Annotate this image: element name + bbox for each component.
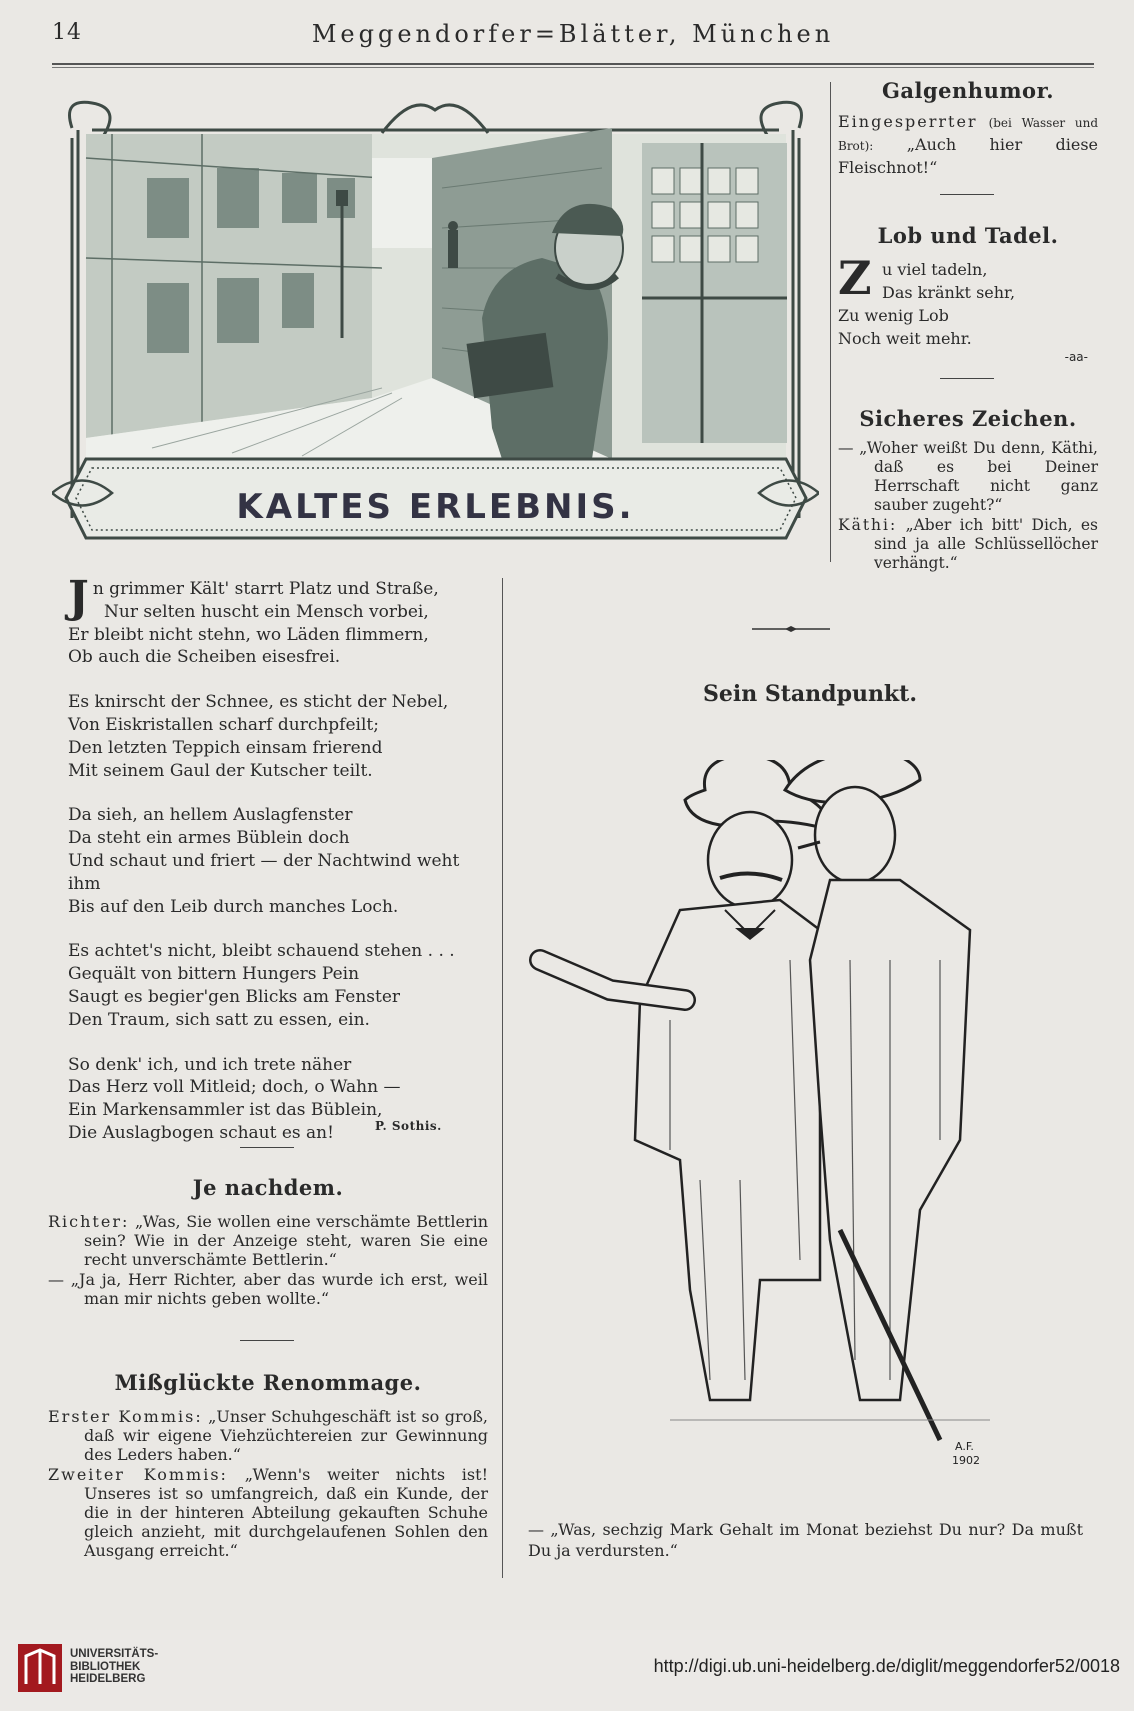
joke-title: Je nachdem. [192,1175,344,1200]
separator [240,1340,294,1341]
signature: -aa- [1064,350,1088,364]
column-rule-top [830,82,831,562]
speaker: Zweiter Kommis: [48,1465,228,1484]
poem-line: Es knirscht der Schnee, es sticht der Nebel, [68,692,449,713]
ornament-rule [752,626,830,632]
dialog [48,1407,488,1560]
library-line: BIBLIOTHEK [70,1660,141,1673]
joke-title: Mißglückte Renommage. [114,1370,422,1395]
library-logo-icon [18,1644,62,1692]
two-gentlemen-drawing [520,760,1100,1510]
joke-je-nachdem [48,1175,488,1309]
verse-line: u viel tadeln, [882,260,988,279]
dropcap: J [68,572,89,623]
library-name [70,1648,158,1686]
poem-line: Er bleibt nicht stehn, wo Läden flimmern, [68,624,429,645]
stanza [68,691,493,782]
cartoon-title: Sein Standpunkt. [702,681,918,707]
poem-line: So denk' ich, und ich trete näher [68,1054,352,1075]
cartoon-caption: — „Was, sechzig Mark Gehalt im Monat beziehst Du nur? Da mußt Du ja verdursten.“ [528,1520,1083,1560]
poem-line: n grimmer Kält' starrt Platz und Straße, [92,579,439,599]
poem [68,572,493,1167]
poem-line: Von Eiskristallen scharf durchpfeilt; [68,714,379,735]
speaker: — [48,1270,64,1289]
page-header [52,20,1094,50]
poem-line: Da sieh, an hellem Auslagfenster [68,805,353,826]
illustration-banner-title: KALTES ERLEBNIS. [236,487,635,527]
speaker: Eingesperrter [838,112,978,131]
source-url-link[interactable]: http://digi.ub.uni-heidelberg.de/diglit/meggendorfer52/0018 [653,1656,1120,1676]
running-title: Meggendorfer=Blätter, München [311,20,835,48]
header-rule-thin [52,67,1094,68]
poem-line: Ob auch die Scheiben eisesfrei. [68,647,341,668]
poem-line: Mit seinem Gaul der Kutscher teilt. [68,760,373,781]
joke-lob-und-tadel [838,223,1098,364]
speaker: — [838,439,854,457]
joke-title: Galgenhumor. [881,78,1055,103]
separator [240,1147,294,1148]
speaker-note: (bei Wasser und Brot): [838,116,1099,153]
page-number: 14 [52,20,82,45]
poem-line: Saugt es begier'gen Blicks am Fenster [68,986,401,1007]
dropcap: Z [838,251,872,305]
poem-line: Den Traum, sich satt zu essen, ein. [68,1009,370,1030]
joke-sicheres-zeichen [838,406,1098,574]
quote: „Wenn's weiter nichts ist! Unseres ist so umfangreich, daß ein Kunde, der die in der hinteren Abteilung gekauften Schuhe gleich anzieht, mit durchgelaufenen Sohlen den Ausgang erreicht.“ [84,1465,488,1560]
stanza [68,804,493,918]
library-line: UNIVERSITÄTS- [70,1648,159,1660]
street-scene-drawing [52,98,819,550]
cartoon-sein-standpunkt [520,760,1100,1510]
quote: „Aber ich bitt' Dich, es sind ja alle Schlüssellöcher verhängt.“ [874,516,1098,572]
cartoon-year: 1902 [952,1454,980,1467]
quote: „Unser Schuhgeschäft ist so groß, daß wir eigene Viehzüchtereien zur Gewinnung des Leders haben.“ [84,1407,489,1464]
header-rule [52,63,1094,65]
poem-line: Die Auslagbogen schaut es an! [68,1122,334,1143]
quote: „Ja ja, Herr Richter, aber das wurde ich erst, weil man mir nichts geben wollte.“ [70,1270,488,1308]
verse-line: Zu wenig Lob [838,306,949,325]
quote: „Woher weißt Du denn, Käthi, daß es bei Deiner Herrschaft nicht ganz sauber zugeht?“ [859,439,1098,514]
joke-title: Sicheres Zeichen. [859,406,1077,431]
poem-line: Da steht ein armes Büblein doch [68,828,350,849]
joke-title: Lob und Tadel. [877,223,1059,248]
dialog [48,1212,488,1308]
column-rule-middle [502,578,503,1578]
poem-line: Gequält von bittern Hungers Pein [68,964,360,985]
joke-galgenhumor [838,78,1098,178]
poem-line: Ein Markensammler ist das Büblein, [68,1100,383,1121]
poem-line: Das Herz voll Mitleid; doch, o Wahn — [68,1077,401,1098]
separator [940,194,994,195]
speaker: Richter: [48,1212,130,1231]
joke-text [838,111,1098,178]
poem-line: Nur selten huscht ein Mensch vorbei, [104,601,429,622]
poem-line: Den letzten Teppich einsam frierend [68,737,383,758]
dialog [838,439,1098,573]
library-footer [0,1630,1134,1711]
speaker: Käthi: [838,516,898,534]
library-line: HEIDELBERG [70,1673,146,1685]
quote: „Auch hier diese Fleischnot!“ [838,135,1098,177]
verse-line: Das kränkt sehr, [882,283,1016,302]
poem-line: Und schaut und friert — der Nachtwind weht ihm [68,850,460,894]
poem-line: Bis auf den Leib durch manches Loch. [68,896,399,917]
quote: „Was, Sie wollen eine verschämte Bettlerin sein? Wie in der Anzeige steht, waren Sie eine recht unverschämte Bettlerin.“ [84,1212,489,1269]
verse-line: Noch weit mehr. [838,329,972,348]
stanza [68,940,493,1031]
poem-author: P. Sothis. [375,1119,442,1133]
stanza [68,572,493,669]
illustration-kaltes-erlebnis [52,98,819,550]
joke-renommage [48,1370,488,1561]
verse [838,251,1098,350]
cartoon-signature: A.F. [955,1440,974,1453]
poem-line: Es achtet's nicht, bleibt schauend stehen . . . [68,941,455,962]
speaker: Erster Kommis: [48,1407,203,1426]
separator [940,378,994,379]
